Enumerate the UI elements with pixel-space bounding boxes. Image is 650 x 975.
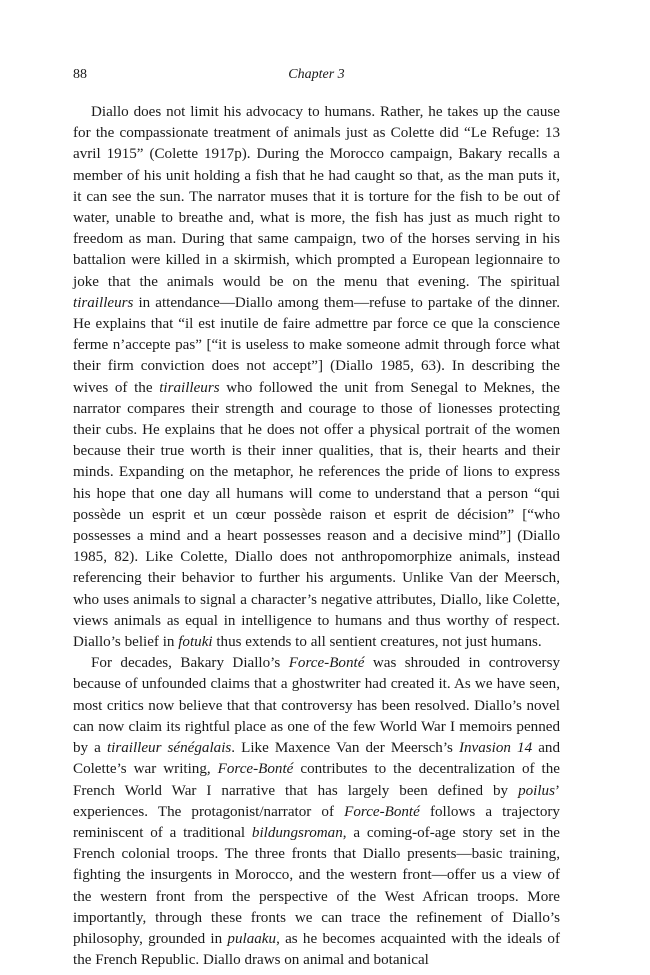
italic-text: poilus	[518, 782, 555, 799]
running-head	[73, 66, 560, 88]
italic-text: tirailleurs	[159, 379, 220, 396]
italic-text: bildungsroman	[251, 824, 343, 841]
text-run: contributes to the decentralization of the French World War I narrative that has largely been defined by	[73, 761, 560, 799]
book-page	[73, 66, 560, 971]
text-run: . Like Maxence Van der Meersch’s	[231, 740, 459, 757]
text-run: who followed the unit from Senegal to Meknes, the narrator compares their strength and courage to those of lionesses protecting their cubs. He explains that he does not offer a physical portrait of the women because their true worth is their inner qualities, that is, their hearts and their minds. Expanding on the metaphor, he references the pride of lions to express his hope that one day all humans will come to understand that a person “qui possède un esprit et un cœur possède raison et esprit de décision” [“who possesses a mind and a heart possesses reason and a decisive mind”] (Diallo 1985, 82). Like Colette, Diallo does not anthropomorphize animals, instead referencing their behavior to further his arguments. Unlike Van der Meersch, who uses animals to signal a character’s negative attributes, Diallo, like Colette, views animals as equal in intelligence to humans and thus worthy of respect. Diallo’s belief in	[73, 379, 560, 651]
italic-text: fotuki	[178, 634, 213, 651]
text-run: ’ experiences. The protagonist/narrator of	[73, 782, 560, 820]
paragraph	[73, 653, 560, 971]
text-run: was shrouded in controversy because of unfounded claims that a ghostwriter had created it. As we have seen, most critics now believe that that controversy has been resolved. Diallo’s novel can now claim its rightful place as one of the few World War I memoirs penned by a	[73, 655, 560, 757]
body-text	[73, 102, 560, 971]
italic-text: tirailleurs	[73, 294, 134, 311]
italic-text: tirailleur sénégalais	[106, 740, 232, 757]
text-run: For decades, Bakary Diallo’s	[91, 655, 289, 672]
text-run: and Colette’s war writing,	[73, 740, 560, 778]
italic-text: Invasion 14	[458, 740, 533, 757]
page-number: 88	[73, 67, 87, 82]
italic-text: Force-Bonté	[288, 655, 365, 672]
chapter-title: Chapter 3	[288, 67, 345, 82]
text-run: Diallo does not limit his advocacy to humans. Rather, he takes up the cause for the compassionate treatment of animals just as Colette did “Le Refuge: 13 avril 1915” (Colette 1917p). During the Morocco campaign, Bakary recalls a member of his unit holding a fish that he had caught so that, as the man puts it, it can see the sun. The narrator muses that it is torture for the fish to be out of water, unable to breathe and, what is more, the fish has just as much right to freedom as man. During that same campaign, two of the horses serving in his battalion were killed in a skirmish, which prompted a European legionnaire to joke that the animals would be on the menu that evening. The spiritual	[73, 104, 560, 290]
text-run: thus extends to all sentient creatures, not just humans.	[212, 634, 542, 651]
text-run: follows a trajectory reminiscent of a traditional	[73, 803, 560, 841]
italic-text: pulaaku	[227, 930, 277, 947]
text-run: , as he becomes acquainted with the ideals of the French Republic. Diallo draws on animal and botanical	[73, 930, 560, 969]
italic-text: Force-Bonté	[217, 761, 294, 778]
italic-text: Force-Bonté	[344, 803, 420, 820]
text-run: , a coming-of-age story set in the French colonial troops. The three fronts that Diallo presents—basic training, fighting the insurgents in Morocco, and the western front—offer us a view of the western front from the perspective of the West African troops. More importantly, through these fronts we can trace the refinement of Diallo’s philosophy, grounded in	[73, 824, 560, 947]
text-run: in attendance—Diallo among them—refuse to partake of the dinner. He explains that “il est inutile de faire admettre par force ce que la conscience ferme n’accepte pas” [“it is useless to make someone admit through force what their firm conviction does not accept”] (Diallo 1985, 63). In describing the wives of the	[73, 294, 560, 396]
paragraph	[73, 102, 560, 653]
